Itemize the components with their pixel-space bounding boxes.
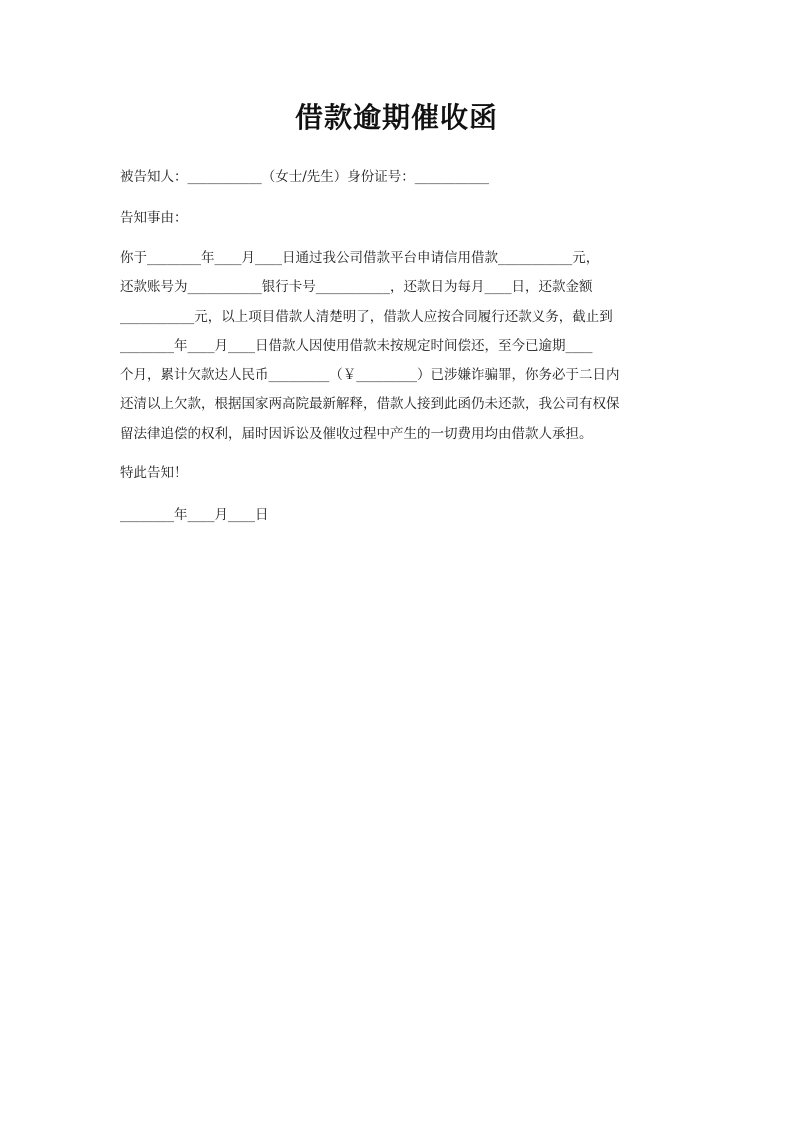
- recipient-line: 被告知人：___________（女士/先生）身份证号：___________: [120, 169, 490, 185]
- closing-text: 特此告知！: [120, 465, 188, 481]
- body-line-3: ___________元，以上项目借款人清楚明了，借款人应按合同履行还款义务，截止到: [120, 308, 613, 325]
- body-line-4: ________年____月____日借款人因使用借款未按规定时间偿还，至今已逾期____: [120, 337, 593, 354]
- body-line-6: 还清以上欠款，根据国家两高院最新解释，借款人接到此函仍未还款，我公司有权保: [120, 396, 620, 413]
- body-line-2: 还款账号为___________银行卡号___________，还款日为每月____日，还款金额: [120, 279, 593, 296]
- body-line-7: 留法律追偿的权利，届时因诉讼及催收过程中产生的一切费用均由借款人承担。: [120, 425, 593, 442]
- notice-body: [120, 244, 680, 449]
- body-line-1: 你于________年____月____日通过我公司借款平台申请信用借款___________元，: [120, 250, 600, 266]
- document-title: 借款逾期催收函: [294, 101, 498, 134]
- body-line-5: 个月，累计欠款达人民币_________（￥_________）已涉嫌诈骗罪，你务必于二日内: [120, 367, 620, 384]
- reason-label: 告知事由：: [120, 210, 188, 226]
- date-line: ________年____月____日: [120, 507, 269, 523]
